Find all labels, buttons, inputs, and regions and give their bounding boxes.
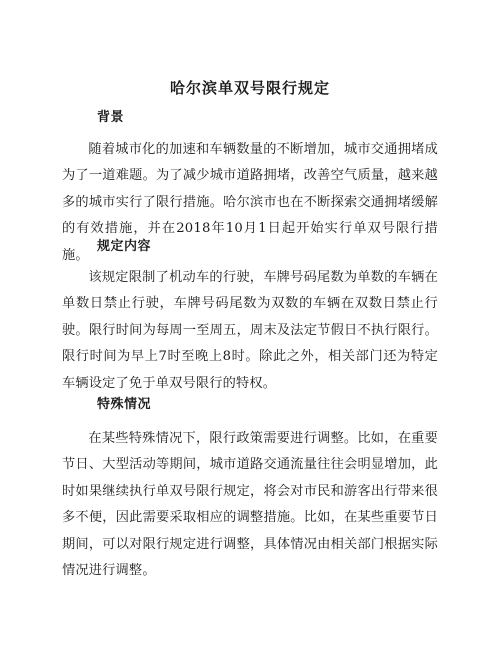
section-heading-regulation: 规定内容	[97, 239, 152, 254]
section-body-background: 随着城市化的加速和车辆数量的不断增加，城市交通拥堵成为了一道难题。为了减少城市道路拥堵，改善空气质量，越来越多的城市实行了限行措施。哈尔滨市也在不断探索交通拥堵缓解的有效措施，并在2018年10月1日起开始实行单双号限行措施。	[62, 142, 438, 263]
document-title: 哈尔滨单双号限行规定	[169, 79, 330, 97]
section-heading-background: 背景	[97, 110, 125, 125]
section-body-special-cases: 在某些特殊情况下，限行政策需要进行调整。比如，在重要节日、大型活动等期间，城市道路交通流量往往会明显增加，此时如果继续执行单双号限行规定，将会对市民和游客出行带来很多不便，因此需要采取相应的调整措施。比如，在某些重要节日期间，可以对限行规定进行调整，具体情况由相关部门根据实际情况进行调整。	[62, 431, 438, 579]
section-body-regulation: 该规定限制了机动车的行驶，车牌号码尾数为单数的车辆在单数日禁止行驶，车牌号码尾数为双数的车辆在双数日禁止行驶。限行时间为每周一至周五，周末及法定节假日不执行限行。限行时间为早上7时至晚上8时。除此之外，相关部门还为特定车辆设定了免于单双号限行的特权。	[62, 270, 438, 391]
section-heading-special-cases: 特殊情况	[97, 397, 152, 412]
